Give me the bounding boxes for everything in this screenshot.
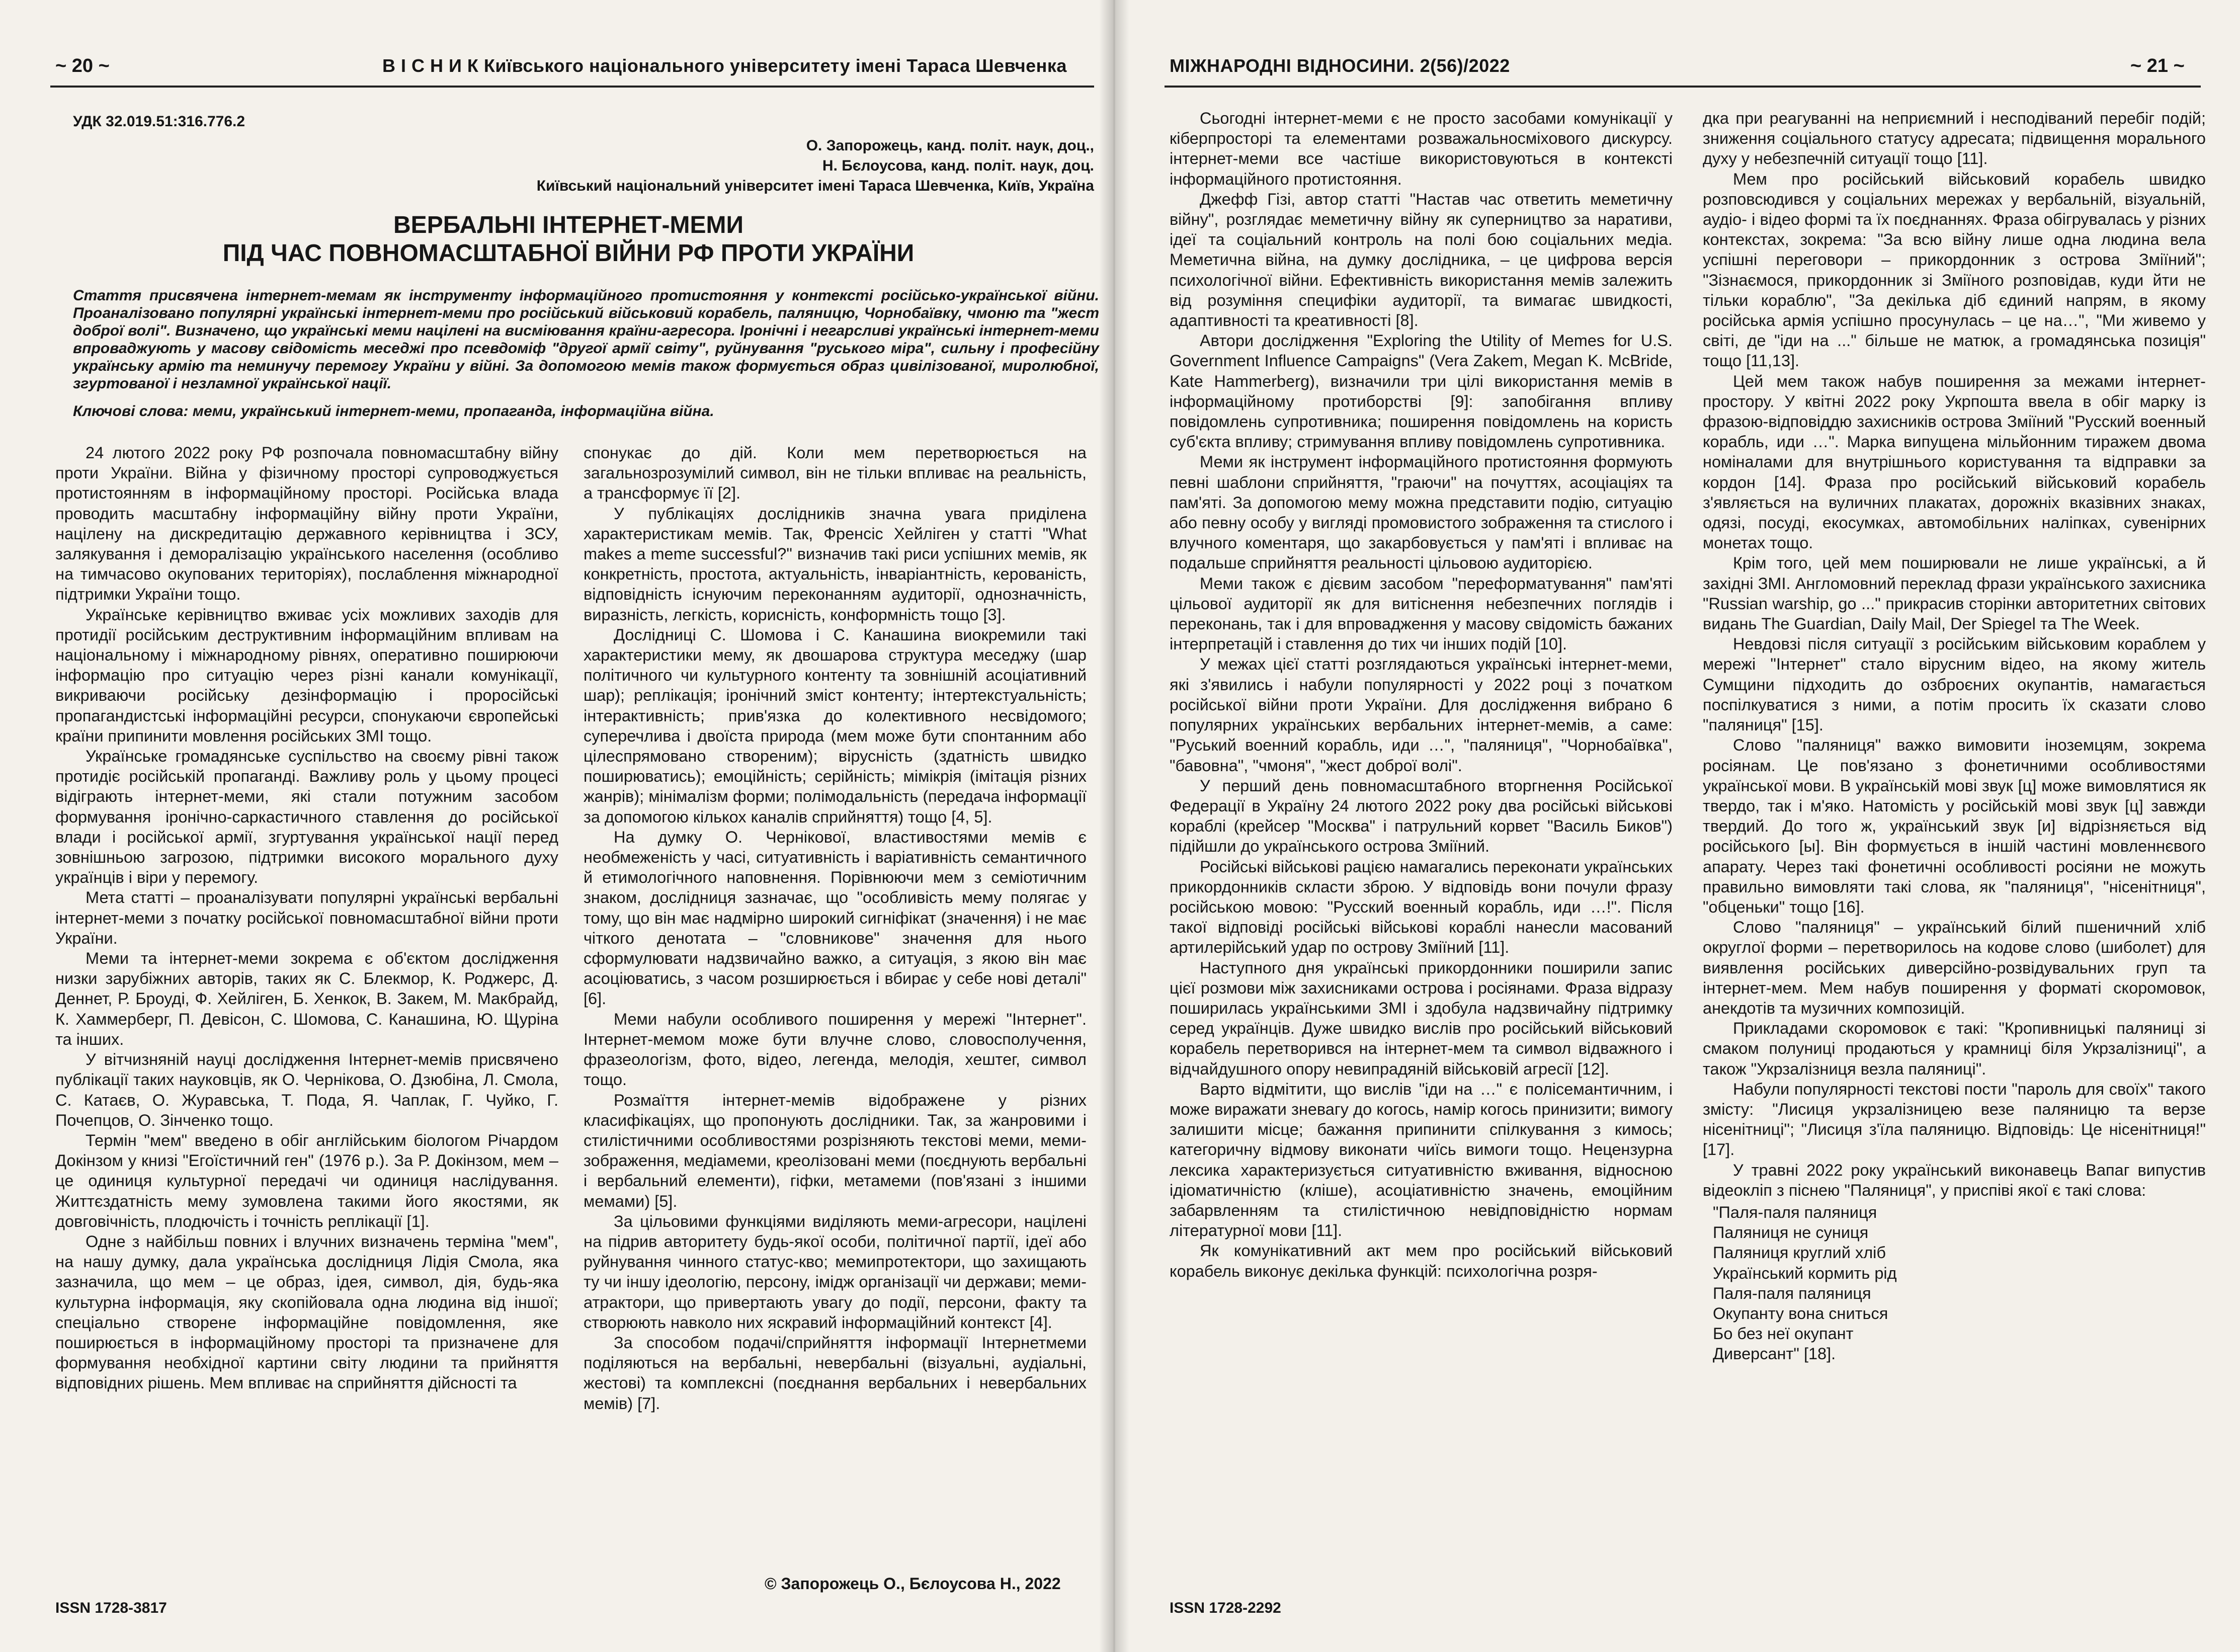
paragraph: Автори дослідження "Exploring the Utility of Memes for U.S. Government Influence Campaigns" (Vera Zakem, Megan K. McBride, Kate Hammerberg), визначили три цілі використання мемів в інформаційному протиборстві [9]: запобігання впливу повідомлень супротивника; поширення повідомлень на користь суб'єкта впливу; стримування впливу повідомлень супротивника. bbox=[1170, 332, 1673, 451]
paragraph: У публікаціях дослідників значна увага приділена характеристикам мемів. Так, Френсіс Хейліген у статті "What makes a meme successful?" визначив такі риси успішних мемів, як конкретність, простота, актуальність, інваріантність, керованість, відповідність існуючим переконанням аудиторії, однозначність, виразність, легкість, корисність, конформність тощо [3]. bbox=[584, 504, 1087, 624]
paragraph: Мета статті – проаналізувати популярні українські вербальні інтернет-меми з початку російської повномасштабної війни проти України. bbox=[55, 888, 558, 947]
left-journal-header: В І С Н И К Київського національного університету імені Тараса Шевченка bbox=[382, 55, 1067, 76]
song-lyrics bbox=[1703, 1202, 2206, 1364]
paragraph: У травні 2022 року український виконавець Вапаг випустив відеокліп з піснею "Паляниця", у приспіві якої є такі слова: bbox=[1703, 1161, 2206, 1199]
lyric-line: "Паля-паля паляниця bbox=[1713, 1203, 1877, 1221]
author-affiliation: Київський національний університет імені Тараса Шевченка, Київ, Україна bbox=[536, 178, 1094, 194]
right-issn: ISSN 1728-2292 bbox=[1170, 1600, 1281, 1616]
lyric-line: Паля-паля паляниця bbox=[1713, 1284, 1871, 1302]
left-issn: ISSN 1728-3817 bbox=[55, 1600, 167, 1616]
paragraph: За цільовими функціями виділяють меми-агресори, націлені на підрив авторитету будь-якої особи, політичної партії, ідеї або руйнування чинного статус-кво; мемипротектори, що захищають ту чи іншу ідеологію, персону, імідж організації чи держави; меми-атрактори, що привертають увагу до події, персони, факту та створюють навколо них яскравий інформаційний контекст [4]. bbox=[584, 1212, 1087, 1332]
paragraph: Слово "паляниця" – український білий пшеничний хліб округлої форми – перетворилось на кодове слово (шиболет) для виявлення російських диверсійно-розвідувальних груп та інтернет-мем. Мем набув поширення у форматі скоромовок, анекдотів та музичних композицій. bbox=[1703, 918, 2206, 1017]
author-block bbox=[239, 136, 1094, 196]
udk-code: УДК 32.019.51:316.776.2 bbox=[73, 113, 245, 130]
body-column-1 bbox=[55, 443, 558, 1534]
paragraph: Невдовзі після ситуації з російським військовим кораблем у мережі "Інтернет" стало вірусним відео, на якому житель Сумщини підходить до озброєних окупантів, намагається поспілкуватися з ними, а потім просить їх сказати слово "паляниця" [15]. bbox=[1703, 635, 2206, 734]
lyric-line: Диверсант" [18]. bbox=[1713, 1345, 1836, 1363]
keywords: Ключові слова: меми, український інтернет-меми, пропаганда, інформаційна війна. bbox=[73, 403, 714, 420]
paragraph: На думку О. Чернікової, властивостями мемів є необмеженість у часі, ситуативність і варіативність семантичного й етимологічного наповнення. Порівнюючи мем з семіотичним знаком, дослідниця зазначає, що "особливість мему полягає у тому, що він має надмірно широкий сигніфікат (значення) і не має чіткого денотата – "словникове" значення для нього сформулювати надзвичайно важко, а ситуація, з якою він має асоціюватись, з часом розширюється і вбирає у себе нові деталі" [6]. bbox=[584, 828, 1087, 1008]
author-line: О. Запорожець, канд. політ. наук, доц., bbox=[806, 137, 1094, 154]
paragraph: За способом подачі/сприйняття інформації Інтернетмеми поділяються на вербальні, невербальні (візуальні, аудіальні, жестові) та комплексні (поєднання вербальних і невербальних мемів) [7]. bbox=[584, 1333, 1087, 1413]
abstract: Стаття присвячена інтернет-мемам як інструменту інформаційного протистояння у контексті російсько-української війни. Проаналізовано популярні українські інтернет-меми про російський військовий корабель, паляницю, Чорнобаївку, чмоню та "жест доброї волі". Визначено, що українські меми націлені на висміювання країни-агресора. Іронічні і негарсливі українські інтернет-меми впроваджують у масову свідомість меседжі про псевдоміф "другої армії світу", руйнування "руського міра", сильну і професійну українську армію та неминучу перемогу України у війні. За допомогою мемів також формується образ цивілізованої, миролюбної, згуртованої і незламної української нації. bbox=[73, 287, 1099, 392]
author-line: Н. Бєлоусова, канд. політ. наук, доц. bbox=[822, 157, 1094, 174]
lyric-line: Паляниця не суниця bbox=[1713, 1223, 1869, 1242]
paragraph: У вітчизняній науці дослідження Інтернет-мемів присвячено публікації таких науковців, як О. Чернікова, О. Дзюбіна, Л. Смола, С. Катаєв, О. Журавська, Т. Пода, Я. Чаплак, Г. Чуйко, Г. Почепцов, О. Зінченко тощо. bbox=[55, 1050, 558, 1129]
right-page bbox=[1114, 0, 2240, 1652]
paragraph: Слово "паляниця" важко вимовити іноземцям, зокрема росіянам. Це пов'язано з фонетичними особливостями української мови. В українській мові звук [ц] може вимовлятися як твердо, так і м'яко. Натомість у російській мові звук [ц] завжди твердий. До того ж, український звук [и] відрізняється від російського [ы]. Він формується в іншій частині мовленнєвого апарату. Через такі фонетичні особливості росіяни не можуть правильно вимовляти такі слова, як "паляниця", "нісенітниця", "обценьки" тощо [16]. bbox=[1703, 736, 2206, 916]
paragraph: У межах цієї статті розглядаються українські інтернет-меми, які з'явились і набули популярності у 2022 році з початком російської війни проти України. Для дослідження вибрано 6 популярних українських вербальних інтернет-мемів, а саме: "Руський военний корабль, иди …", "паляниця", "Чорнобаївка", "бавовна", "чмоня", "жест доброї волі". bbox=[1170, 655, 1673, 775]
left-page bbox=[0, 0, 1114, 1652]
paragraph: 24 лютого 2022 року РФ розпочала повномасштабну війну проти України. Війна у фізичному просторі супроводжується протистоянням в інформаційному просторі. Російська влада проводить масштабну інформаційну війну проти України, націлену на дискредитацію державного керівництва і ЗСУ, залякування і деморалізацію українського населення (особливо на тимчасово окупованих територіях), послаблення міжнародної підтримки України тощо. bbox=[55, 444, 558, 604]
paragraph: Меми та інтернет-меми зокрема є об'єктом дослідження низки зарубіжних авторів, таких як С. Блекмор, К. Роджерс, Д. Деннет, Р. Броуді, Ф. Хейліген, Б. Хенкок, В. Закем, М. Макбрайд, К. Хаммерберг, П. Девісон, С. Шомова, С. Канашина, Ю. Щуріна та інших. bbox=[55, 949, 558, 1048]
body-column-2 bbox=[584, 443, 1087, 1534]
paragraph: Крім того, цей мем поширювали не лише українські, а й західні ЗМІ. Англомовний переклад фрази українського захисника "Russian warship, go ..." прикрасив сторінки авторитетних світових видань The Guardian, Daily Mail, Der Spiegel та The Week. bbox=[1703, 554, 2206, 633]
left-header-rule bbox=[50, 86, 1094, 88]
paragraph: Джефф Гізі, автор статті "Настав час ответить меметичну війну", розглядає меметичну війну як суперництво за наративи, ідеї та соціальний контроль на полі бою соціальних медіа. Меметична війна, на думку дослідника, – це цифрова версія психологічної війни. Ефективність використання мемів залежить від розуміння специфіки аудиторії, та вимагає швидкості, адаптивності та креативності [8]. bbox=[1170, 190, 1673, 330]
body-column-3 bbox=[1170, 108, 1673, 1564]
paragraph: Меми як інструмент інформаційного протистояння формують певні шаблони сприйняття, "граючи" на почуттях, асоціаціях та пам'яті. За допомогою мему можна представити подію, ситуацію або певну особу у вигляді промовистого зображення та стислого і влучного коментаря, що закарбовується у пам'яті і впливає на подальше сприйняття реальності цільовою аудиторією. bbox=[1170, 453, 1673, 572]
article-title-line: ПІД ЧАС ПОВНОМАСШТАБНОЇ ВІЙНИ РФ ПРОТИ УКРАЇНИ bbox=[222, 240, 915, 267]
article-title-line: ВЕРБАЛЬНІ ІНТЕРНЕТ-МЕМИ bbox=[393, 212, 743, 238]
paragraph: Українське громадянське суспільство на своєму рівні також протидіє російській пропаганді. Важливу роль у цьому процесі відіграють інтернет-меми, які стали потужним засобом формування іронічно-саркастичного ставлення до російської влади і російської армії, згуртування української нації перед зовнішньою загрозою, підтримки високого морального духу українців і віри у перемогу. bbox=[55, 747, 558, 887]
paragraph: Сьогодні інтернет-меми є не просто засобами комунікації у кіберпросторі та елементами розважальносміхового дискурсу. інтернет-меми все частіше використовуються в контексті інформаційного протистояння. bbox=[1170, 109, 1673, 188]
paragraph: Українське керівництво вживає усіх можливих заходів для протидії російським деструктивним інформаційним впливам на національному і міжнародному рівнях, оперативно поширюючи інформацію про ситуацію через різні канали комунікації, викриваючи російську дезінформацію і проросійські пропагандистські інформаційні ресурси, спонукаючи європейські країни припинити мовлення російських ЗМІ тощо. bbox=[55, 605, 558, 745]
paragraph: дка при реагуванні на неприємний і несподіваний перебіг подій; зниження соціального статусу адресата; підвищення морального духу у небезпечній ситуації тощо [11]. bbox=[1703, 109, 2206, 168]
paragraph: Розмаїття інтернет-мемів відображене у різних класифікаціях, що пропонують дослідники. Так, за жанровими і стилістичними особливостями розрізняють текстові меми, меми-зображення, медіамеми, креолізовані меми (поєднують вербальні і вербальний елементи), гіфки, метамеми (пов'язані з іншими мемами) [5]. bbox=[584, 1091, 1087, 1210]
paragraph: Як комунікативний акт мем про російський військовий корабель виконує декілька функцій: психологічна розря- bbox=[1170, 1242, 1673, 1280]
paragraph: Російські військові рацією намагались переконати українських прикордонників скласти зброю. У відповідь вони почули фразу російською мовою: "Русский военный корабль, иди …!". Після такої відповіді російські військові кораблі нанесли масований артилерійський удар по острову Зміїний [11]. bbox=[1170, 857, 1673, 957]
lyric-line: Бо без неї окупант bbox=[1713, 1325, 1854, 1343]
paragraph: Одне з найбільш повних і влучних визначень терміна "мем", на нашу думку, дала українська дослідниця Лідія Смола, яка зазначила, що мем – це образ, ідея, символ, дія, будь-яка культурна інформація, яку скопійовала одна людина від іншої; спеціально створене інформаційне повідомлення, яке поширюється в інформаційному просторі та призначене для формування необхідної картини світу людини та прийняття відповідних рішень. Мем впливає на сприйняття дійсності та bbox=[55, 1232, 558, 1392]
paragraph: Дослідниці С. Шомова і С. Канашина виокремили такі характеристики мему, як двошарова структура меседжу (шар політичного чи культурного контенту та зовнішній асоціативний шар); реплікація; іронічний зміст контенту; інтертекстуальність; інтерактивність; прив'язка до колективного несвідомого; суперечлива і двоїста природа (мем може бути спонтанним або цілеспрямовано створеним); вірусність (здатність швидко поширюватись); емоційність; серійність; мімікрія (імітація різних жанрів); мінімалізм форми; полімодальність (передача інформації за допомогою кількох каналів сприйняття) тощо [4, 5]. bbox=[584, 625, 1087, 826]
paragraph: Прикладами скоромовок є такі: "Кропивницькі паляниці зі смаком полуниці продаються у крамниці біля Укрзалізниці", а також "Укрзалізниця везла паляниці". bbox=[1703, 1019, 2206, 1078]
paragraph: Варто відмітити, що вислів "іди на …" є полісемантичним, і може виражати зневагу до когось, намір когось принизити; вимогу залишити місце; бажання припинити спілкування з кимось; категоричну відмову виконати чиїсь вимоги тощо. Нецензурна лексика характеризується ситуативністю вживання, відносною ідіоматичністю (кліше), асоціативністю значень, емоційним забарвленням та стилістичною невідповідністю нормам літературної мови [11]. bbox=[1170, 1080, 1673, 1240]
paragraph: Наступного дня українські прикордонники поширили запис цієї розмови між захисниками острова і росіянами. Фраза відразу поширилась українськими ЗМІ і здобула надзвичайну підтримку серед українців. Дуже швидко вислів про російський військовий корабель перетворився на інтернет-мем та символ відважного і відчайдушного опору невипрадяній військовій агресії [12]. bbox=[1170, 958, 1673, 1078]
copyright-notice: © Запорожець О., Бєлоусова Н., 2022 bbox=[765, 1575, 1061, 1593]
lyric-line: Окупанту вона сниться bbox=[1713, 1304, 1888, 1323]
paragraph: Меми набули особливого поширення у мережі "Інтернет". Інтернет-мемом може бути влучне слово, словосполучення, фразеологізм, фото, відео, легенда, мелодія, хештег, символ тощо. bbox=[584, 1010, 1087, 1089]
paragraph: Набули популярності текстові пости "пароль для своїх" такого змісту: "Лисиця укрзалізницею везе паляницю та верзе нісенітниці"; "Лисиця з'їла паляницю. Відповідь: Це нісенітниця!" [17]. bbox=[1703, 1080, 2206, 1159]
article-title bbox=[116, 211, 1021, 268]
paragraph: Мем про російський військовий корабель швидко розповсюдився у соціальних мережах у вербальній, візуальній, аудіо- і відео формі та їх поєднаннях. Фраза обігрувалась у різних контекстах, зокрема: "За всю війну лише одна людина вела успішні переговори – прикордонник з острова Зміїний"; "Зізнаємося, прикордонник зі Зміїного розповідав, куди йти не тільки кораблю", "За декілька діб єдиний напрям, в якому російська армія успішно просунулась – це на…", "Ми живемо у світі, де "іди на ..." більше не матюк, а громадянська позиція" тощо [11,13]. bbox=[1703, 170, 2206, 370]
body-column-4 bbox=[1703, 108, 2206, 1564]
paragraph: У перший день повномасштабного вторгнення Російської Федерації в Україну 24 лютого 2022 року два російські військові кораблі (крейсер "Москва" і патрульний корвет "Василь Биков") підійшли до українського острова Зміїний. bbox=[1170, 776, 1673, 856]
paragraph: Цей мем також набув поширення за межами інтернет-простору. У квітні 2022 року Укрпошта ввела в обіг марку із фразою-відповіддю захисників острова Зміїний "Русский военный корабль, иди …". Марка випущена мільйонним тиражем двома номіналами для внутрішнього користування та відправки за кордон [14]. Фраза про російський військовий корабель з'являється на вуличних плакатах, дорожніх вказівних знаках, одязі, посуді, екосумках, автомобільних наліпках, сувенірних монетах тощо. bbox=[1703, 372, 2206, 552]
lyric-line: Паляниця круглий хліб bbox=[1713, 1244, 1886, 1262]
right-header-rule bbox=[1165, 86, 2201, 88]
lyric-line: Український кормить рід bbox=[1713, 1264, 1897, 1282]
left-page-number: ~ 20 ~ bbox=[55, 55, 110, 76]
paragraph: спонукає до дій. Коли мем перетворюється на загальнозрозумілий символ, він не тільки впливає на реальність, а трансформує її [2]. bbox=[584, 444, 1087, 503]
right-page-number: ~ 21 ~ bbox=[2130, 55, 2185, 76]
paragraph: Меми також є дієвим засобом "переформатування" пам'яті цільової аудиторії як для витіснення небезпечних поглядів і переконань, так і для впровадження у масову свідомість бажаних інтерпретацій і ставлення до тих чи інших подій [10]. bbox=[1170, 574, 1673, 653]
paragraph: Термін "мем" введено в обіг англійським біологом Річардом Докінзом у книзі "Егоїстичний ген" (1976 р.). За Р. Докінзом, мем – це одиниця культурної передачі чи одиниця наслідування. Життєздатність мему зумовлена такими його якостями, як довговічність, плодючість і точність реплікації [1]. bbox=[55, 1131, 558, 1230]
right-journal-header: МІЖНАРОДНІ ВІДНОСИНИ. 2(56)/2022 bbox=[1170, 55, 1510, 76]
